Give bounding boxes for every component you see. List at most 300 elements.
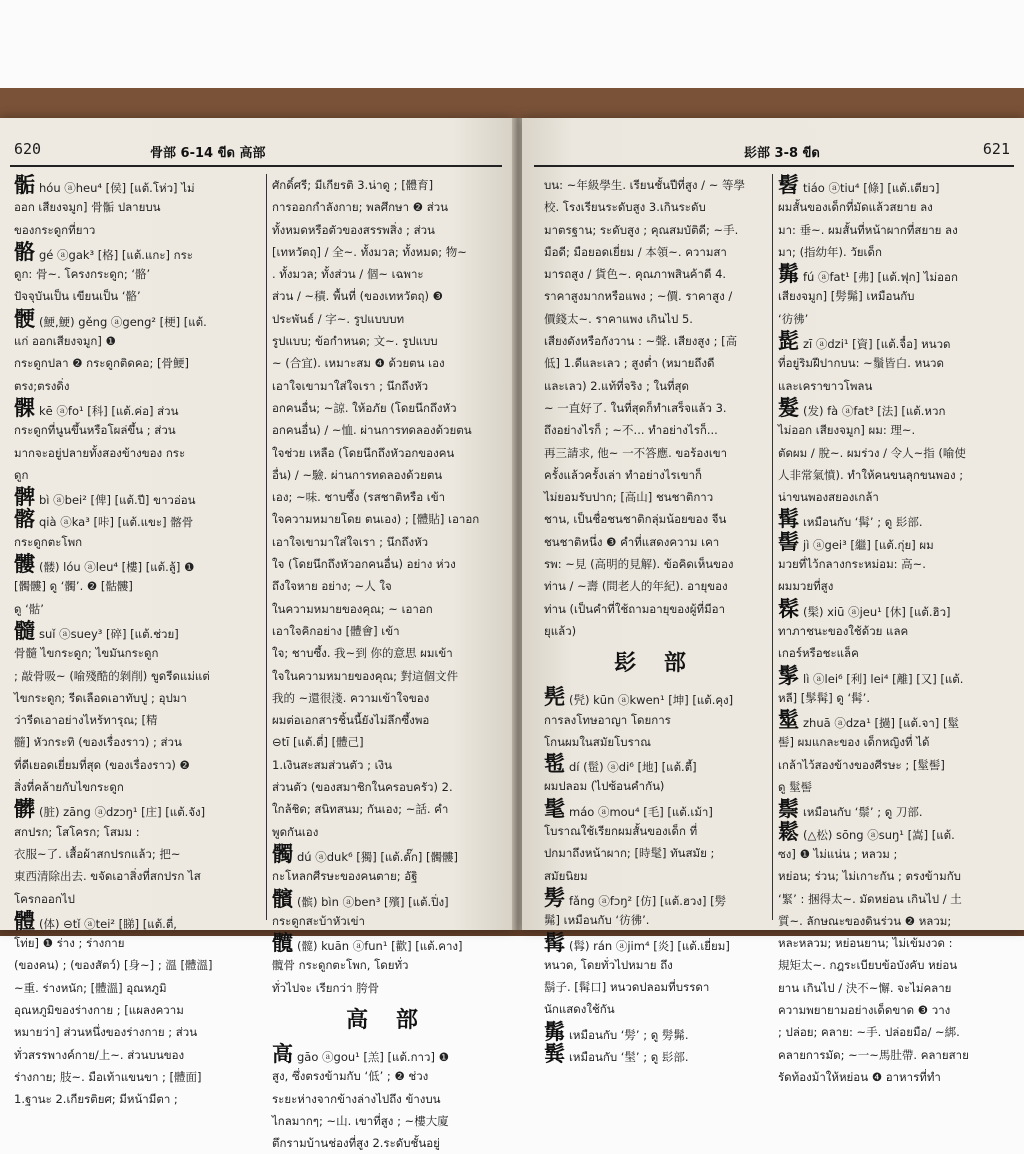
headword-character: 鬃	[778, 796, 799, 822]
entry-line	[272, 241, 502, 263]
entry-text: สกปรก; โสโครก; โสมม :	[14, 824, 140, 839]
entry-line	[778, 1044, 1014, 1066]
entry-line	[272, 575, 502, 597]
entry-text: 質~. ลักษณะของดินร่วน ❷ หลวม;	[778, 913, 952, 928]
entry-text: 髻] ผมแกละของ เด็กหญิงที่ ได้	[778, 735, 930, 750]
entry-line	[778, 954, 1014, 976]
left-column-divider	[266, 174, 267, 920]
entry-text: ตึกรามบ้านช่องที่สูง 2.ระดับชั้นอยู่	[272, 1136, 440, 1151]
entry-text: นักแสดงใช้กัน	[544, 1002, 615, 1017]
entry-text: ตัดผม / 脫~. ผมร่วง / 令人~指 (喻使	[778, 445, 966, 460]
entry-line	[778, 642, 1014, 664]
entry-text: ดู ‘骷’	[14, 601, 44, 616]
entry-text: 再三請求, 他~ 一不答應. ขอร้องเขา	[544, 445, 728, 460]
entry-line	[272, 397, 502, 419]
entry-line	[544, 598, 766, 620]
entry-text: ตรง;ตรงดิ่ง	[14, 378, 70, 393]
entry-line	[778, 442, 1014, 464]
entry-line	[544, 308, 766, 330]
entry-line	[14, 196, 260, 218]
left-dictionary-page	[0, 118, 514, 1151]
entry-text: มือดี; มือยอดเยี่ยม / 本領~. ความสา	[544, 244, 727, 259]
entry-line	[14, 865, 260, 887]
entry-text: หละหลวม; หย่อนยาน; ไม่เข้มงวด :	[778, 936, 953, 951]
entry-text: ใจช่วย เหลือ (โดยนึกถึงหัวอกของคน	[272, 445, 455, 460]
entry-line	[14, 598, 260, 620]
entry-text: ใจในความหมายของคุณ; 對這個文件	[272, 668, 459, 683]
entry-line	[14, 1044, 260, 1066]
entry-line	[272, 776, 502, 798]
entry-line	[544, 330, 766, 352]
entry-text: gé ⓐgak³ [格] [แต้.แกะ] กระ	[39, 247, 193, 262]
entry-line	[14, 575, 260, 597]
entry-line	[544, 531, 766, 553]
entry-text: โท่ย] ❶ ร่าง ; ร่างกาย	[14, 936, 125, 951]
entry-text: ไม่ออก เสียงจมูก] ผม: 理~.	[778, 423, 916, 438]
entry-text: กระดูกสะบ้าหัวเข่า	[272, 913, 365, 928]
entry-line	[14, 305, 260, 331]
headword-character: 髡	[544, 684, 565, 710]
entry-text: jì ⓐgei³ [繼] [แต้.กุ่ย] ผม	[803, 537, 934, 552]
entry-text: ซง] ❶ ไม่แน่น ; หลวม ;	[778, 846, 898, 861]
entry-text: รูปแบบ; ข้อกำหนด; 文~. รูปแบบ	[272, 334, 438, 349]
entry-line	[14, 977, 260, 999]
entry-line	[272, 932, 502, 954]
headword-character: 髣	[544, 884, 565, 910]
entry-line	[544, 419, 766, 441]
entry-line	[778, 308, 1014, 330]
entry-line	[778, 888, 1014, 910]
entry-line	[778, 977, 1014, 999]
headword-character: 髫	[778, 172, 799, 197]
entry-line	[778, 687, 1014, 709]
entry-text: (髤) xiū ⓐjeu¹ [休] [แต้.ฮิว]	[803, 604, 951, 619]
entry-line	[544, 285, 766, 307]
entry-text: bì ⓐbei² [俾] [แต้.ปี] ขาวอ่อน	[39, 493, 196, 508]
entry-line	[778, 731, 1014, 753]
entry-line	[778, 419, 1014, 441]
entry-line	[778, 553, 1014, 575]
entry-line	[272, 798, 502, 820]
entry-text: มา: 垂~. ผมสั้นที่หน้าผากที่สยาย ลง	[778, 222, 958, 237]
entry-text: dú ⓐduk⁶ [獨] [แต้.ตั๊ก] [髑髏]	[297, 849, 458, 864]
headword-character: 髑	[272, 840, 293, 866]
entry-text: zī ⓐdzi¹ [資] [แต้.จื๋อ] หนวด	[803, 337, 951, 352]
entry-text: การลงโทษอาญา โดยการ	[544, 712, 671, 727]
entry-text: ชนชาติหนึ่ง ❸ คำที่แสดงความ เคา	[544, 534, 720, 549]
entry-text: ‘緊’ : 捆得太~. มัดหย่อน เกินไป / 土	[778, 891, 962, 906]
right-header-rule	[534, 165, 1014, 167]
entry-line	[778, 865, 1014, 887]
headword-character: 髯	[778, 506, 799, 532]
headword-character: 髯	[544, 929, 565, 955]
entry-line	[14, 665, 260, 687]
entry-text: ผมสั้นของเด็กที่มัดแล้วสยาย ลง	[778, 200, 933, 215]
entry-line	[14, 888, 260, 910]
entry-text: 校. โรงเรียนระดับสูง 3.เกินระดับ	[544, 200, 706, 215]
entry-text: สูง, ซึ่งตรงข้ามกับ ‘低’ ; ❷ ช่วง	[272, 1069, 429, 1084]
headword-character: 高	[272, 1040, 293, 1066]
entry-text: มวยที่ไว้กลางกระหม่อม: 高~.	[778, 557, 926, 572]
entry-text: ในความหมายของคุณ; ~ เอาอก	[272, 601, 433, 616]
headword-character: 髹	[778, 595, 799, 621]
entry-text: ศักดิ์ศรี; มีเกียรติ 3.น่าดู ; [體育]	[272, 178, 434, 192]
entry-text: (△松) sōng ⓐsuŋ¹ [嵩] [แต้.	[803, 827, 955, 842]
headword-character: 髕	[272, 885, 293, 911]
entry-text: โกนผมในสมัยโบราณ	[544, 734, 651, 749]
headword-character: 髴	[544, 1018, 565, 1044]
entry-text: ~重. ร่างหนัก; [體溫] อุณหภูมิ	[14, 980, 167, 995]
entry-text: 1.ฐานะ 2.เกียรติยศ; มีหน้ามีตา ;	[14, 1092, 178, 1107]
entry-line	[14, 1021, 260, 1043]
entry-text: [髑髏] ดู ‘髑’. ❷ [骷髏]	[14, 579, 133, 594]
entry-line	[272, 219, 502, 241]
entry-line	[544, 196, 766, 218]
entry-line	[544, 820, 766, 842]
right-column-1	[544, 174, 766, 1066]
headword-character: 骺	[14, 172, 35, 197]
entry-text: 規矩太~. กฎระเบียบข้อบังคับ หย่อน	[778, 958, 958, 973]
entry-text: ทั้งหมดหรือตัวของสรรพสิ่ง ; ส่วน	[272, 222, 435, 237]
entry-text: (髥) rán ⓐjim⁴ [炎] [แต้.เยี่ยม]	[569, 938, 730, 953]
entry-text: ดูก: 骨~. โครงกระดูก; ‘骼’	[14, 267, 151, 282]
headword-character: 髴	[778, 261, 799, 287]
entry-line	[272, 419, 502, 441]
entry-line	[272, 1110, 502, 1132]
entry-text: (ของคน) ; (ของสัตว์) [身~] ; 溫 [體溫]	[14, 958, 213, 973]
entry-text: ; 敲骨吸~ (喻殘酷的剝削) ขูดรีดแม่แต่	[14, 668, 210, 683]
entry-text: (发) fà ⓐfat³ [法] [แต้.หวก	[803, 403, 946, 418]
entry-line	[272, 1088, 502, 1110]
entry-text: ไม่ยอมรับปาก; [高山] ชนชาติกาว	[544, 490, 714, 505]
entry-line	[778, 285, 1014, 307]
entry-line	[272, 665, 502, 687]
entry-line	[778, 219, 1014, 241]
entry-text: ผมมวยที่สูง	[778, 579, 834, 594]
right-column-divider	[772, 174, 773, 920]
entry-text: กะโหลกศีรษะของคนตาย; อัฐิ	[272, 869, 418, 884]
entry-text: ; ปล่อย; คลาย: ~手. ปล่อยมือ/ ~綁.	[778, 1025, 960, 1040]
headword-character: 髏	[14, 551, 35, 577]
entry-line	[272, 821, 502, 843]
entry-text: สมัยนิยม	[544, 868, 588, 883]
entry-text: (髅) lóu ⓐleu⁴ [樓] [แต้.ลู้] ❶	[39, 560, 195, 575]
entry-line	[272, 642, 502, 664]
entry-text: คลายการมัด; ~一~馬肚帶. คลายสาย	[778, 1047, 969, 1062]
entry-text: 我的 ~還很淺. ความเข้าใจของ	[272, 690, 430, 705]
entry-text: ส่วนตัว (ของสมาชิกในครอบครัว) 2.	[272, 780, 453, 795]
entry-text: อกคนอื่น) / ~恤. ผ่านการทดลองด้วยตน	[272, 423, 472, 438]
entry-text: อื่น) / ~驗. ผ่านการทดลองด้วยตน	[272, 467, 443, 482]
entry-line	[272, 910, 502, 932]
entry-line	[778, 174, 1014, 196]
entry-text: 髓] หัวกระทิ (ของเรื่องราว) ; ส่วน	[14, 735, 182, 750]
entry-line	[14, 642, 260, 664]
entry-line	[14, 419, 260, 441]
entry-line	[14, 1088, 260, 1110]
entry-line	[272, 464, 502, 486]
entry-line	[544, 620, 766, 642]
entry-line	[14, 219, 260, 241]
headword-character: 髒	[14, 796, 35, 822]
entry-text: (体) ⊖tǐ ⓐtei² [睇] [แต้.ตี่,	[39, 916, 177, 931]
headword-character: 鬆	[778, 818, 799, 844]
right-section-title: 髟部 3-8 ขีด	[744, 146, 820, 161]
entry-line	[778, 486, 1014, 508]
entry-text: กระดูกปลา ❷ กระดูกติดคอ; [骨鯁]	[14, 356, 189, 371]
left-section-title: 骨部 6-14 ขีด 高部	[150, 146, 266, 161]
entry-line	[544, 442, 766, 464]
entry-text: เอาใจเขามาใส่ใจเรา ; นึกถึงหัว	[272, 378, 429, 393]
headword-character: 髻	[778, 528, 799, 554]
entry-text: เหมือนกับ ‘髣’ ; ดู 髣髴.	[569, 1027, 689, 1042]
entry-text: ใจ; ชาบซึ้ง. 我~到 你的意思 ผมเข้า	[272, 646, 453, 661]
entry-line	[778, 662, 1014, 688]
entry-line	[272, 620, 502, 642]
entry-line	[272, 885, 502, 911]
entry-text: 骨髓 ไขกระดูก; ไขมันกระดูก	[14, 646, 159, 661]
entry-line	[14, 709, 260, 731]
entry-text: (髋) kuān ⓐfun¹ [歡] [แต้.คาง]	[297, 939, 463, 954]
entry-text: ทาภาชนะของใช้ด้วย แลค	[778, 623, 909, 638]
entry-text: ระยะห่างจากข้างล่างไปถึง ข้างบน	[272, 1091, 441, 1106]
entry-line	[544, 486, 766, 508]
entry-text: ที่ดีเยอดเยี่ยมที่สุด (ของเรื่องราว) ❷	[14, 757, 190, 772]
entry-line	[14, 238, 260, 264]
entry-line	[778, 394, 1014, 420]
entry-line	[544, 865, 766, 887]
entry-text: 價錢太~. ราคาแพง เกินไป 5.	[544, 311, 693, 326]
entry-text: ท่าน (เป็นคำที่ใช้ถามอายุของผู้ที่มีอา	[544, 601, 726, 616]
entry-text: fú ⓐfat¹ [弗] [แต้.ฟุก] ไม่ออก	[803, 270, 958, 285]
entry-line	[272, 840, 502, 866]
headword-character: 髭	[778, 328, 799, 354]
left-page-number: 620	[14, 140, 42, 158]
entry-line	[778, 620, 1014, 642]
entry-line	[778, 932, 1014, 954]
entry-line	[778, 352, 1014, 374]
entry-text: และเลว) 2.แท้ที่จริง ; ในที่สุด	[544, 378, 690, 393]
entry-text: เอาใจคิกอย่าง [體會] เข้า	[272, 623, 400, 638]
entry-text: อกคนอื่น; ~諒. ให้อภัย (โดยนึกถึงหัว	[272, 400, 457, 415]
radical-section-heading: 高 部	[346, 1006, 428, 1033]
headword-character: 骾	[14, 305, 35, 331]
entry-text: มาตรฐาน; ระดับสูง ; คุณสมบัติดี; ~手.	[544, 222, 739, 237]
entry-text: ดู 髽髻	[778, 780, 813, 795]
entry-line	[544, 508, 766, 530]
entry-text: กระดูกที่นูนขึ้นหรือโผล่ขึ้น ; ส่วน	[14, 423, 176, 438]
entry-text: เหมือนกับ ‘鬃’ ; ดู 刀部.	[803, 805, 923, 820]
entry-line	[778, 196, 1014, 218]
entry-line	[14, 617, 260, 643]
entry-line	[778, 910, 1014, 932]
entry-line	[14, 394, 260, 420]
entry-text: (髌) bìn ⓐben³ [殯] [แต้.ปิ่ง]	[297, 894, 449, 909]
entry-text: โครกออกไป	[14, 891, 75, 906]
entry-text: 1.เงินสะสมส่วนตัว ; เงิน	[272, 757, 393, 772]
entry-line	[544, 775, 766, 797]
entry-line	[14, 263, 260, 285]
entry-text: กระดูกตะโพก	[14, 534, 83, 549]
entry-text: ดูก	[14, 467, 29, 482]
entry-text: ของกระดูกที่ยาว	[14, 222, 96, 237]
entry-text: máo ⓐmou⁴ [毛] [แต้.เม้า]	[569, 804, 713, 819]
entry-line	[272, 330, 502, 352]
headword-character: 體	[14, 907, 35, 933]
entry-line	[14, 776, 260, 798]
entry-line	[778, 330, 1014, 352]
entry-line	[272, 865, 502, 887]
entry-text: 衣服~了. เสื้อผ้าสกปรกแล้ว; 把~	[14, 846, 181, 861]
right-column-2	[778, 172, 1014, 1084]
entry-text: สิ่งที่คล้ายกับไขกระดูก	[14, 780, 124, 795]
entry-line	[14, 508, 260, 530]
entry-line	[778, 464, 1014, 486]
headword-character: 髁	[14, 394, 35, 420]
headword-character: 髦	[544, 795, 565, 821]
entry-line	[272, 263, 502, 285]
entry-text: suǐ ⓐsuey³ [碎] [แต้.ช่วย]	[39, 626, 179, 641]
entry-text: ส่วน / ~積. พื้นที่ (ของเทหวัตถุ) ❸	[272, 289, 443, 304]
entry-text: ท่าน / ~壽 (問老人的年紀). อายุของ	[544, 579, 728, 594]
entry-line	[544, 174, 766, 196]
headword-character: 髂	[14, 506, 35, 532]
entry-line	[778, 1066, 1014, 1088]
entry-text: lì ⓐlei⁶ [利] lei⁴ [離] [又] [แต้.	[803, 671, 964, 686]
entry-text: เอาใจเขามาใส่ใจเรา ; นึกถึงหัว	[272, 534, 429, 549]
entry-text: 低] 1.ดีและเลว ; สูงต่ำ (หมายถึงดี	[544, 356, 715, 371]
entry-line	[544, 909, 766, 931]
entry-text: ทั่วไปจะ เรียกว่า 胯骨	[272, 980, 380, 995]
entry-line	[14, 330, 260, 352]
entry-line	[778, 1021, 1014, 1043]
entry-text: ใจความหมายโดย ตนเอง) ; [體貼] เอาอก	[272, 512, 480, 527]
entry-line	[14, 442, 260, 464]
entry-line	[14, 907, 260, 933]
entry-text: 髖骨 กระดูกตะโพก, โดยทั่ว	[272, 958, 409, 973]
headword-character: 髸	[544, 1040, 565, 1066]
left-page-header	[0, 140, 514, 168]
entry-line	[14, 731, 260, 753]
entry-text: 髴] เหมือนกับ ‘彷彿’.	[544, 913, 650, 928]
entry-text: ครั้งแล้วครั้งเล่า ทำอย่างไรเขาก็	[544, 467, 702, 482]
left-header-rule	[10, 165, 502, 167]
headword-character: 髢	[544, 751, 565, 777]
entry-text: ความพยายามอย่างเด็ดขาด ❸ วาง	[778, 1002, 951, 1017]
left-column-2	[272, 174, 502, 1151]
entry-text: fǎng ⓐfɔŋ² [仿] [แต้.ฮวง] [髣	[569, 893, 727, 908]
entry-text: ชาน, เป็นชื่อชนชาติกลุ่มน้อยของ จีน	[544, 512, 727, 527]
entry-text: ‘彷彿’	[778, 311, 809, 326]
entry-line	[14, 531, 260, 553]
entry-text: ผมปลอม (ไปซ้อนคำกัน)	[544, 779, 665, 794]
entry-line	[778, 818, 1014, 844]
entry-line	[272, 508, 502, 530]
entry-text: รัดท้องม้าให้หย่อน ❹ อาหารที่ทำ	[778, 1069, 941, 1084]
entry-text: รพ: ~見 (高明的見解). ข้อคิดเห็นของ	[544, 557, 734, 572]
entry-line	[544, 884, 766, 910]
headword-character: 髖	[272, 930, 293, 956]
entry-text: เหมือนกับ ‘髯’ ; ดู 髟部.	[803, 515, 923, 530]
left-column-1	[14, 172, 260, 1107]
entry-line	[544, 709, 766, 731]
entry-line	[14, 754, 260, 776]
entry-line	[544, 795, 766, 821]
entry-line	[778, 595, 1014, 621]
entry-line	[544, 352, 766, 374]
entry-text: ใกล้ชิด; สนิทสนม; กันเอง; ~話. คำ	[272, 802, 449, 817]
entry-text: ไกลมากๆ; ~山. เขาที่สูง ; ~樓大廈	[272, 1113, 449, 1128]
entry-text: ไขกระดูก; รีดเลือดเอาทับปู ; อุปมา	[14, 690, 187, 705]
entry-text: เอง; ~味. ชาบซึ้ง (รสชาติหรือ เข้า	[272, 490, 446, 505]
entry-line	[544, 241, 766, 263]
entry-line	[544, 263, 766, 285]
entry-line	[544, 397, 766, 419]
entry-line	[544, 1018, 766, 1044]
entry-text: ~ 一直好了. ในที่สุดก็ทำเสร็จแล้ว 3.	[544, 400, 727, 415]
entry-text: 東西清除出去. ขจัดเอาสิ่งที่สกปรก ไส	[14, 869, 201, 884]
headword-character: 髀	[14, 484, 35, 510]
entry-text: ปกมาถึงหน้าผาก; [時髦] ทันสมัย ;	[544, 846, 715, 861]
entry-text: และเคราขาวโพลน	[778, 378, 873, 393]
entry-line	[14, 843, 260, 865]
entry-line	[14, 687, 260, 709]
entry-text: ใจ (โดยนึกถึงหัวอกคนอื่น) อย่าง ห่วง	[272, 557, 456, 572]
entry-text: 鬍子. [髯口] หนวดปลอมที่บรรดา	[544, 980, 710, 995]
entry-line	[14, 285, 260, 307]
entry-line	[14, 999, 260, 1021]
entry-text: ทั่วสรรพางค์กาย/上~. ส่วนบนของ	[14, 1047, 185, 1062]
entry-text: หย่อน; ร่วน; ไม่เกาะกัน ; ตรงข้ามกับ	[778, 869, 961, 884]
entry-text: ออก เสียงจมูก] 骨骺 ปลายบน	[14, 200, 161, 215]
entry-text: ราคาสูงมากหรือแพง ; ~價. ราคาสูง /	[544, 289, 733, 304]
entry-line	[544, 1040, 766, 1066]
entry-line	[544, 954, 766, 976]
entry-line	[778, 508, 1014, 530]
entry-line	[14, 464, 260, 486]
entry-line	[272, 308, 502, 330]
entry-line	[272, 174, 502, 196]
entry-line	[14, 1066, 260, 1088]
entry-text: มา; (指幼年). วัยเด็ก	[778, 244, 882, 259]
entry-line	[272, 196, 502, 218]
entry-text: ว่ารีดเอาอย่างไหร้ทารุณ; [精	[14, 713, 158, 728]
entry-text: ถึงใจหาย อย่าง; ~人 ใจ	[272, 579, 392, 594]
entry-line	[544, 976, 766, 998]
entry-text: (鯁,鯁) gěng ⓐgeng² [梗] [แต้.	[39, 314, 207, 329]
entry-line	[14, 932, 260, 954]
entry-line	[272, 486, 502, 508]
entry-text: qià ⓐka³ [咔] [แต้.แขะ] 髂骨	[39, 515, 194, 530]
entry-text: เกอร์หรือชะแล็ค	[778, 646, 859, 661]
entry-line	[14, 174, 260, 196]
entry-line	[544, 753, 766, 775]
entry-line	[272, 754, 502, 776]
entry-line	[778, 575, 1014, 597]
entry-line	[778, 241, 1014, 263]
entry-line	[778, 776, 1014, 798]
headword-character: 髓	[14, 617, 35, 643]
entry-line	[272, 352, 502, 374]
entry-line	[14, 375, 260, 397]
entry-line	[544, 219, 766, 241]
headword-character: 骼	[14, 238, 35, 264]
entry-text: ประพันธ์ / 字~. รูปแบบบท	[272, 311, 405, 326]
entry-text: tiáo ⓐtiu⁴ [條] [แต้.เตียว]	[803, 181, 940, 195]
entry-line	[544, 842, 766, 864]
entry-line	[272, 687, 502, 709]
entry-line	[544, 464, 766, 486]
